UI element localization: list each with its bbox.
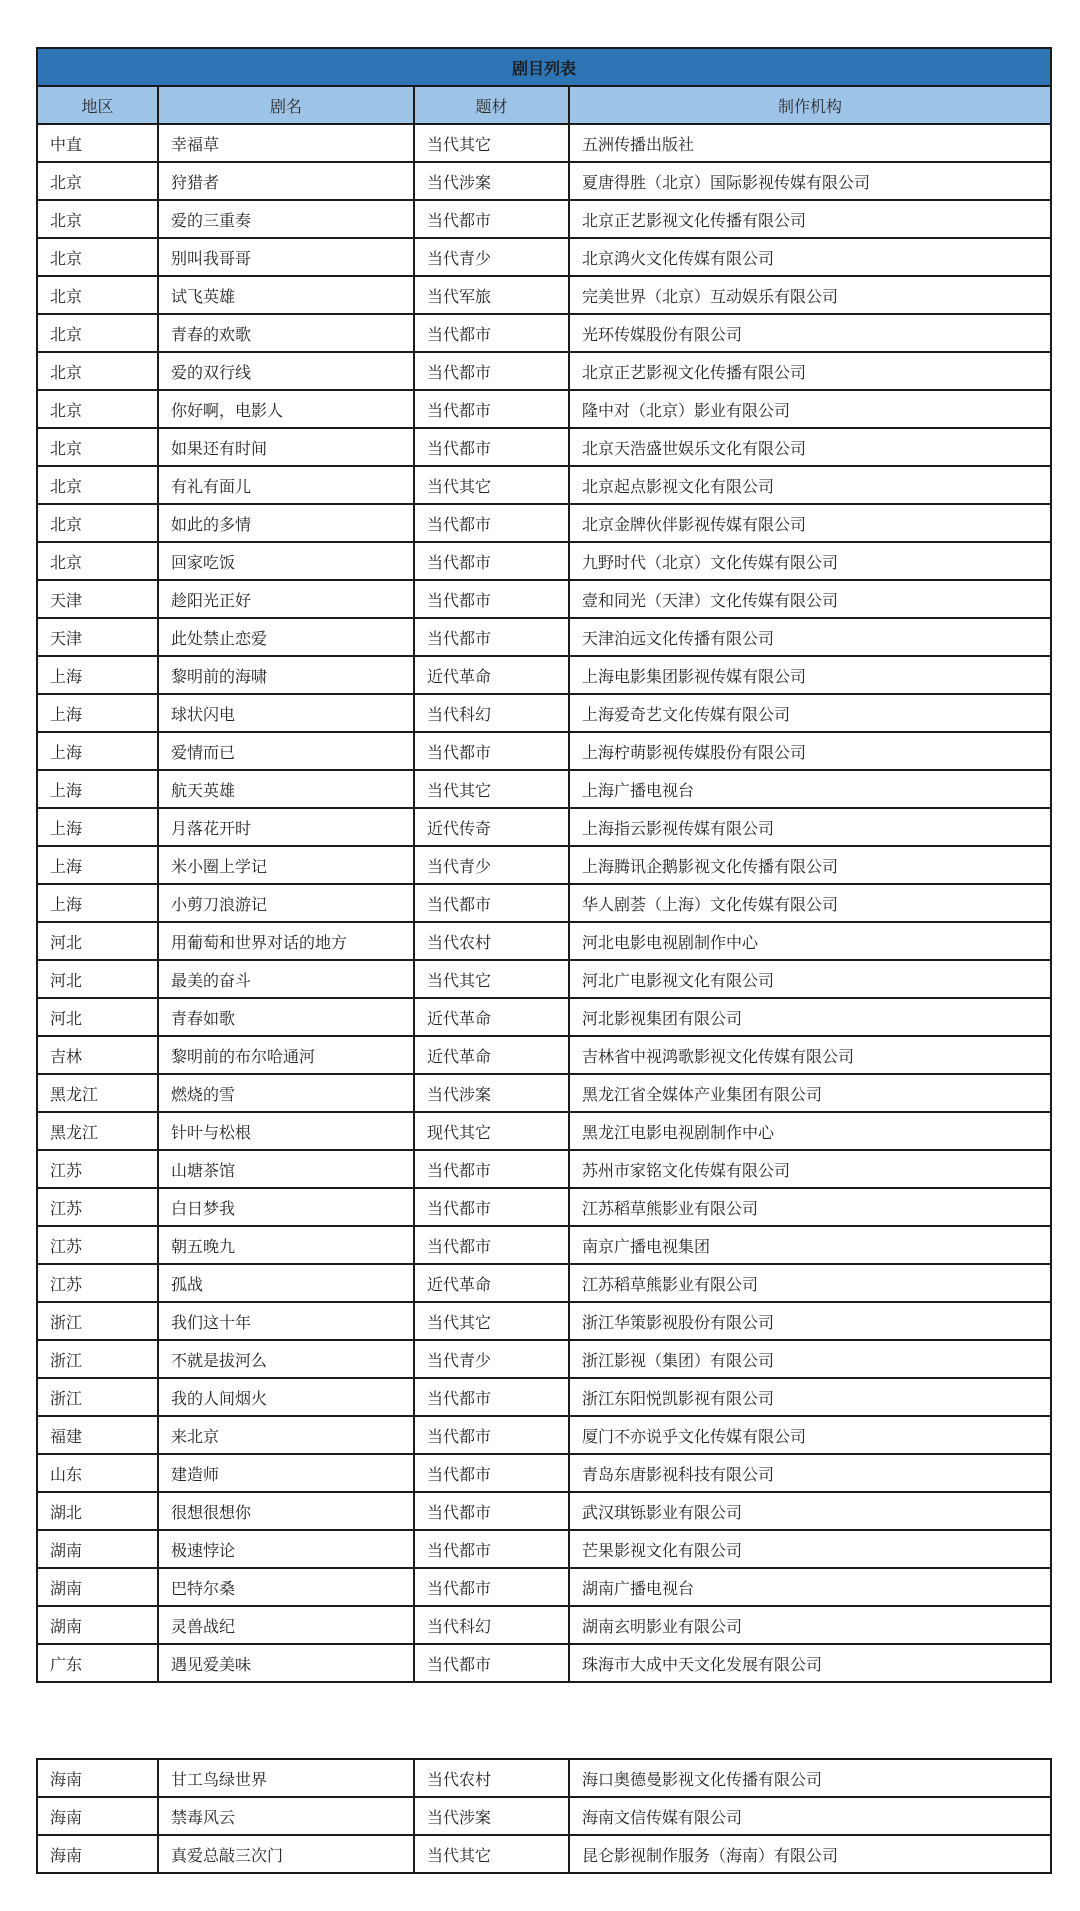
table-row — [37, 390, 1051, 428]
cell-region: 湖南 — [37, 1530, 158, 1568]
table-row — [37, 1340, 1051, 1378]
cell-region: 北京 — [37, 314, 158, 352]
cell-region: 河北 — [37, 998, 158, 1036]
cell-region: 海南 — [37, 1797, 158, 1835]
cell-region: 湖北 — [37, 1492, 158, 1530]
cell-region: 上海 — [37, 770, 158, 808]
cell-title: 如果还有时间 — [158, 428, 414, 466]
cell-genre: 近代革命 — [414, 998, 569, 1036]
cell-region: 浙江 — [37, 1340, 158, 1378]
cell-region: 吉林 — [37, 1036, 158, 1074]
cell-title: 禁毒风云 — [158, 1797, 414, 1835]
cell-genre: 当代其它 — [414, 960, 569, 998]
cell-title: 青春如歌 — [158, 998, 414, 1036]
cell-title: 灵兽战纪 — [158, 1606, 414, 1644]
cell-genre: 当代其它 — [414, 124, 569, 162]
cell-producer: 上海电影集团影视传媒有限公司 — [569, 656, 1051, 694]
cell-title: 孤战 — [158, 1264, 414, 1302]
cell-producer: 江苏稻草熊影业有限公司 — [569, 1188, 1051, 1226]
cell-region: 上海 — [37, 732, 158, 770]
table-row — [37, 1606, 1051, 1644]
cell-region: 天津 — [37, 580, 158, 618]
cell-producer: 夏唐得胜（北京）国际影视传媒有限公司 — [569, 162, 1051, 200]
cell-producer: 黑龙江电影电视剧制作中心 — [569, 1112, 1051, 1150]
table-row — [37, 1454, 1051, 1492]
cell-genre: 当代都市 — [414, 1150, 569, 1188]
cell-producer: 吉林省中视鸿歌影视文化传媒有限公司 — [569, 1036, 1051, 1074]
cell-region: 黑龙江 — [37, 1074, 158, 1112]
cell-producer: 河北影视集团有限公司 — [569, 998, 1051, 1036]
cell-producer: 华人剧荟（上海）文化传媒有限公司 — [569, 884, 1051, 922]
cell-producer: 青岛东唐影视科技有限公司 — [569, 1454, 1051, 1492]
cell-region: 江苏 — [37, 1226, 158, 1264]
cell-title: 黎明前的海啸 — [158, 656, 414, 694]
table-body — [37, 124, 1051, 1682]
cell-genre: 当代青少 — [414, 1340, 569, 1378]
table-row — [37, 922, 1051, 960]
cell-producer: 浙江东阳悦凯影视有限公司 — [569, 1378, 1051, 1416]
cell-region: 北京 — [37, 428, 158, 466]
cell-producer: 五洲传播出版社 — [569, 124, 1051, 162]
cell-region: 上海 — [37, 884, 158, 922]
column-header-title: 剧名 — [158, 86, 414, 124]
cell-region: 北京 — [37, 542, 158, 580]
cell-title: 建造师 — [158, 1454, 414, 1492]
cell-region: 北京 — [37, 276, 158, 314]
cell-producer: 完美世界（北京）互动娱乐有限公司 — [569, 276, 1051, 314]
cell-region: 江苏 — [37, 1150, 158, 1188]
cell-title: 幸福草 — [158, 124, 414, 162]
cell-genre: 当代都市 — [414, 390, 569, 428]
table-row — [37, 276, 1051, 314]
cell-title: 朝五晚九 — [158, 1226, 414, 1264]
table-row — [37, 1530, 1051, 1568]
cell-genre: 当代其它 — [414, 1835, 569, 1873]
table-row — [37, 162, 1051, 200]
cell-region: 北京 — [37, 466, 158, 504]
table-row — [37, 1644, 1051, 1682]
cell-genre: 当代军旅 — [414, 276, 569, 314]
cell-genre: 当代都市 — [414, 884, 569, 922]
table-row — [37, 580, 1051, 618]
table-row — [37, 466, 1051, 504]
cell-title: 我们这十年 — [158, 1302, 414, 1340]
cell-genre: 当代涉案 — [414, 162, 569, 200]
table-header-row — [37, 86, 1051, 124]
cell-genre: 当代都市 — [414, 1492, 569, 1530]
cell-region: 浙江 — [37, 1302, 158, 1340]
cell-genre: 当代都市 — [414, 618, 569, 656]
cell-genre: 当代青少 — [414, 846, 569, 884]
cell-genre: 近代革命 — [414, 656, 569, 694]
table-row — [37, 504, 1051, 542]
cell-producer: 河北广电影视文化有限公司 — [569, 960, 1051, 998]
cell-genre: 近代革命 — [414, 1036, 569, 1074]
cell-producer: 九野时代（北京）文化传媒有限公司 — [569, 542, 1051, 580]
table-row — [37, 732, 1051, 770]
cell-genre: 当代都市 — [414, 1416, 569, 1454]
table-row — [37, 1797, 1051, 1835]
cell-producer: 黑龙江省全媒体产业集团有限公司 — [569, 1074, 1051, 1112]
table-row — [37, 1188, 1051, 1226]
cell-region: 河北 — [37, 922, 158, 960]
cell-region: 上海 — [37, 656, 158, 694]
cell-genre: 当代都市 — [414, 352, 569, 390]
cell-producer: 厦门不亦说乎文化传媒有限公司 — [569, 1416, 1051, 1454]
cell-title: 不就是拔河么 — [158, 1340, 414, 1378]
cell-title: 爱的双行线 — [158, 352, 414, 390]
cell-region: 黑龙江 — [37, 1112, 158, 1150]
column-header-region: 地区 — [37, 86, 158, 124]
cell-producer: 北京鸿火文化传媒有限公司 — [569, 238, 1051, 276]
cell-title: 狩猎者 — [158, 162, 414, 200]
cell-genre: 当代都市 — [414, 1644, 569, 1682]
cell-genre: 当代都市 — [414, 200, 569, 238]
cell-genre: 当代都市 — [414, 1188, 569, 1226]
table-title: 剧目列表 — [37, 48, 1051, 86]
cell-genre: 当代都市 — [414, 428, 569, 466]
cell-region: 上海 — [37, 808, 158, 846]
table-row — [37, 1302, 1051, 1340]
cell-producer: 上海爱奇艺文化传媒有限公司 — [569, 694, 1051, 732]
cell-producer: 河北电影电视剧制作中心 — [569, 922, 1051, 960]
cell-producer: 上海柠萌影视传媒股份有限公司 — [569, 732, 1051, 770]
cell-producer: 芒果影视文化有限公司 — [569, 1530, 1051, 1568]
cell-region: 海南 — [37, 1759, 158, 1797]
cell-title: 巴特尔桑 — [158, 1568, 414, 1606]
cell-title: 来北京 — [158, 1416, 414, 1454]
cell-producer: 昆仑影视制作服务（海南）有限公司 — [569, 1835, 1051, 1873]
cell-producer: 北京起点影视文化有限公司 — [569, 466, 1051, 504]
cell-producer: 北京正艺影视文化传播有限公司 — [569, 352, 1051, 390]
cell-genre: 当代都市 — [414, 314, 569, 352]
table-row — [37, 1074, 1051, 1112]
drama-list-table — [36, 47, 1052, 1683]
table-title-row — [37, 48, 1051, 86]
cell-producer: 上海腾讯企鹅影视文化传播有限公司 — [569, 846, 1051, 884]
cell-region: 北京 — [37, 390, 158, 428]
table-row — [37, 808, 1051, 846]
cell-region: 河北 — [37, 960, 158, 998]
cell-title: 我的人间烟火 — [158, 1378, 414, 1416]
column-header-genre: 题材 — [414, 86, 569, 124]
cell-producer: 珠海市大成中天文化发展有限公司 — [569, 1644, 1051, 1682]
cell-title: 很想很想你 — [158, 1492, 414, 1530]
table-row — [37, 1036, 1051, 1074]
cell-title: 别叫我哥哥 — [158, 238, 414, 276]
cell-producer: 天津泊远文化传播有限公司 — [569, 618, 1051, 656]
cell-producer: 海口奥德曼影视文化传播有限公司 — [569, 1759, 1051, 1797]
cell-region: 海南 — [37, 1835, 158, 1873]
cell-region: 江苏 — [37, 1188, 158, 1226]
cell-producer: 浙江影视（集团）有限公司 — [569, 1340, 1051, 1378]
cell-genre: 当代青少 — [414, 238, 569, 276]
cell-genre: 当代涉案 — [414, 1797, 569, 1835]
cell-region: 北京 — [37, 238, 158, 276]
cell-title: 黎明前的布尔哈通河 — [158, 1036, 414, 1074]
cell-title: 此处禁止恋爱 — [158, 618, 414, 656]
cell-title: 青春的欢歌 — [158, 314, 414, 352]
cell-producer: 南京广播电视集团 — [569, 1226, 1051, 1264]
cell-genre: 当代科幻 — [414, 694, 569, 732]
table-row — [37, 1835, 1051, 1873]
cell-title: 你好啊，电影人 — [158, 390, 414, 428]
cell-title: 回家吃饭 — [158, 542, 414, 580]
table-row — [37, 846, 1051, 884]
cell-title: 燃烧的雪 — [158, 1074, 414, 1112]
cell-producer: 湖南广播电视台 — [569, 1568, 1051, 1606]
table-body-continued — [37, 1759, 1051, 1873]
cell-title: 真爱总敲三次门 — [158, 1835, 414, 1873]
cell-genre: 当代都市 — [414, 1226, 569, 1264]
cell-region: 北京 — [37, 504, 158, 542]
cell-genre: 当代都市 — [414, 1378, 569, 1416]
cell-genre: 当代其它 — [414, 770, 569, 808]
cell-region: 广东 — [37, 1644, 158, 1682]
cell-producer: 苏州市家铭文化传媒有限公司 — [569, 1150, 1051, 1188]
cell-title: 如此的多情 — [158, 504, 414, 542]
table-row — [37, 1759, 1051, 1797]
table-row — [37, 998, 1051, 1036]
cell-title: 极速悖论 — [158, 1530, 414, 1568]
cell-region: 福建 — [37, 1416, 158, 1454]
table-row — [37, 770, 1051, 808]
cell-producer: 浙江华策影视股份有限公司 — [569, 1302, 1051, 1340]
table-row — [37, 352, 1051, 390]
table-row — [37, 618, 1051, 656]
cell-region: 江苏 — [37, 1264, 158, 1302]
cell-genre: 当代农村 — [414, 922, 569, 960]
cell-producer: 武汉琪铄影业有限公司 — [569, 1492, 1051, 1530]
cell-genre: 当代都市 — [414, 504, 569, 542]
cell-title: 球状闪电 — [158, 694, 414, 732]
cell-region: 北京 — [37, 200, 158, 238]
table-row — [37, 1378, 1051, 1416]
cell-genre: 当代涉案 — [414, 1074, 569, 1112]
cell-genre: 当代都市 — [414, 580, 569, 618]
cell-genre: 近代传奇 — [414, 808, 569, 846]
cell-title: 米小圈上学记 — [158, 846, 414, 884]
table-row — [37, 884, 1051, 922]
table-row — [37, 694, 1051, 732]
table-row — [37, 656, 1051, 694]
cell-title: 有礼有面儿 — [158, 466, 414, 504]
table-row — [37, 1568, 1051, 1606]
cell-producer: 上海指云影视传媒有限公司 — [569, 808, 1051, 846]
cell-region: 上海 — [37, 846, 158, 884]
drama-list-table-continued — [36, 1758, 1052, 1874]
table-row — [37, 1226, 1051, 1264]
cell-title: 爱的三重奏 — [158, 200, 414, 238]
cell-region: 山东 — [37, 1454, 158, 1492]
table-row — [37, 314, 1051, 352]
table-row — [37, 200, 1051, 238]
cell-producer: 光环传媒股份有限公司 — [569, 314, 1051, 352]
cell-producer: 江苏稻草熊影业有限公司 — [569, 1264, 1051, 1302]
cell-genre: 近代革命 — [414, 1264, 569, 1302]
cell-title: 山塘茶馆 — [158, 1150, 414, 1188]
cell-region: 湖南 — [37, 1606, 158, 1644]
cell-genre: 当代都市 — [414, 542, 569, 580]
table-row — [37, 1264, 1051, 1302]
cell-title: 爱情而已 — [158, 732, 414, 770]
cell-region: 中直 — [37, 124, 158, 162]
cell-region: 天津 — [37, 618, 158, 656]
cell-title: 遇见爱美味 — [158, 1644, 414, 1682]
table-row — [37, 542, 1051, 580]
cell-producer: 上海广播电视台 — [569, 770, 1051, 808]
cell-genre: 当代都市 — [414, 1454, 569, 1492]
cell-title: 试飞英雄 — [158, 276, 414, 314]
cell-title: 月落花开时 — [158, 808, 414, 846]
table-row — [37, 1492, 1051, 1530]
table-row — [37, 238, 1051, 276]
cell-title: 趁阳光正好 — [158, 580, 414, 618]
cell-title: 最美的奋斗 — [158, 960, 414, 998]
table-row — [37, 1150, 1051, 1188]
cell-genre: 当代都市 — [414, 732, 569, 770]
cell-producer: 北京天浩盛世娱乐文化有限公司 — [569, 428, 1051, 466]
cell-producer: 海南文信传媒有限公司 — [569, 1797, 1051, 1835]
column-header-producer: 制作机构 — [569, 86, 1051, 124]
cell-producer: 北京金牌伙伴影视传媒有限公司 — [569, 504, 1051, 542]
table-row — [37, 1416, 1051, 1454]
cell-region: 湖南 — [37, 1568, 158, 1606]
table-row — [37, 960, 1051, 998]
cell-title: 白日梦我 — [158, 1188, 414, 1226]
cell-genre: 当代其它 — [414, 466, 569, 504]
cell-region: 北京 — [37, 352, 158, 390]
cell-genre: 当代其它 — [414, 1302, 569, 1340]
cell-genre: 当代农村 — [414, 1759, 569, 1797]
cell-region: 浙江 — [37, 1378, 158, 1416]
cell-producer: 湖南玄明影业有限公司 — [569, 1606, 1051, 1644]
cell-region: 上海 — [37, 694, 158, 732]
cell-title: 小剪刀浪游记 — [158, 884, 414, 922]
cell-genre: 当代都市 — [414, 1530, 569, 1568]
table-row — [37, 428, 1051, 466]
cell-title: 航天英雄 — [158, 770, 414, 808]
cell-region: 北京 — [37, 162, 158, 200]
cell-producer: 壹和同光（天津）文化传媒有限公司 — [569, 580, 1051, 618]
cell-producer: 北京正艺影视文化传播有限公司 — [569, 200, 1051, 238]
cell-genre: 当代都市 — [414, 1568, 569, 1606]
cell-title: 用葡萄和世界对话的地方 — [158, 922, 414, 960]
table-row — [37, 124, 1051, 162]
cell-genre: 当代科幻 — [414, 1606, 569, 1644]
cell-genre: 现代其它 — [414, 1112, 569, 1150]
cell-producer: 隆中对（北京）影业有限公司 — [569, 390, 1051, 428]
table-row — [37, 1112, 1051, 1150]
cell-title: 甘工鸟绿世界 — [158, 1759, 414, 1797]
cell-title: 针叶与松根 — [158, 1112, 414, 1150]
